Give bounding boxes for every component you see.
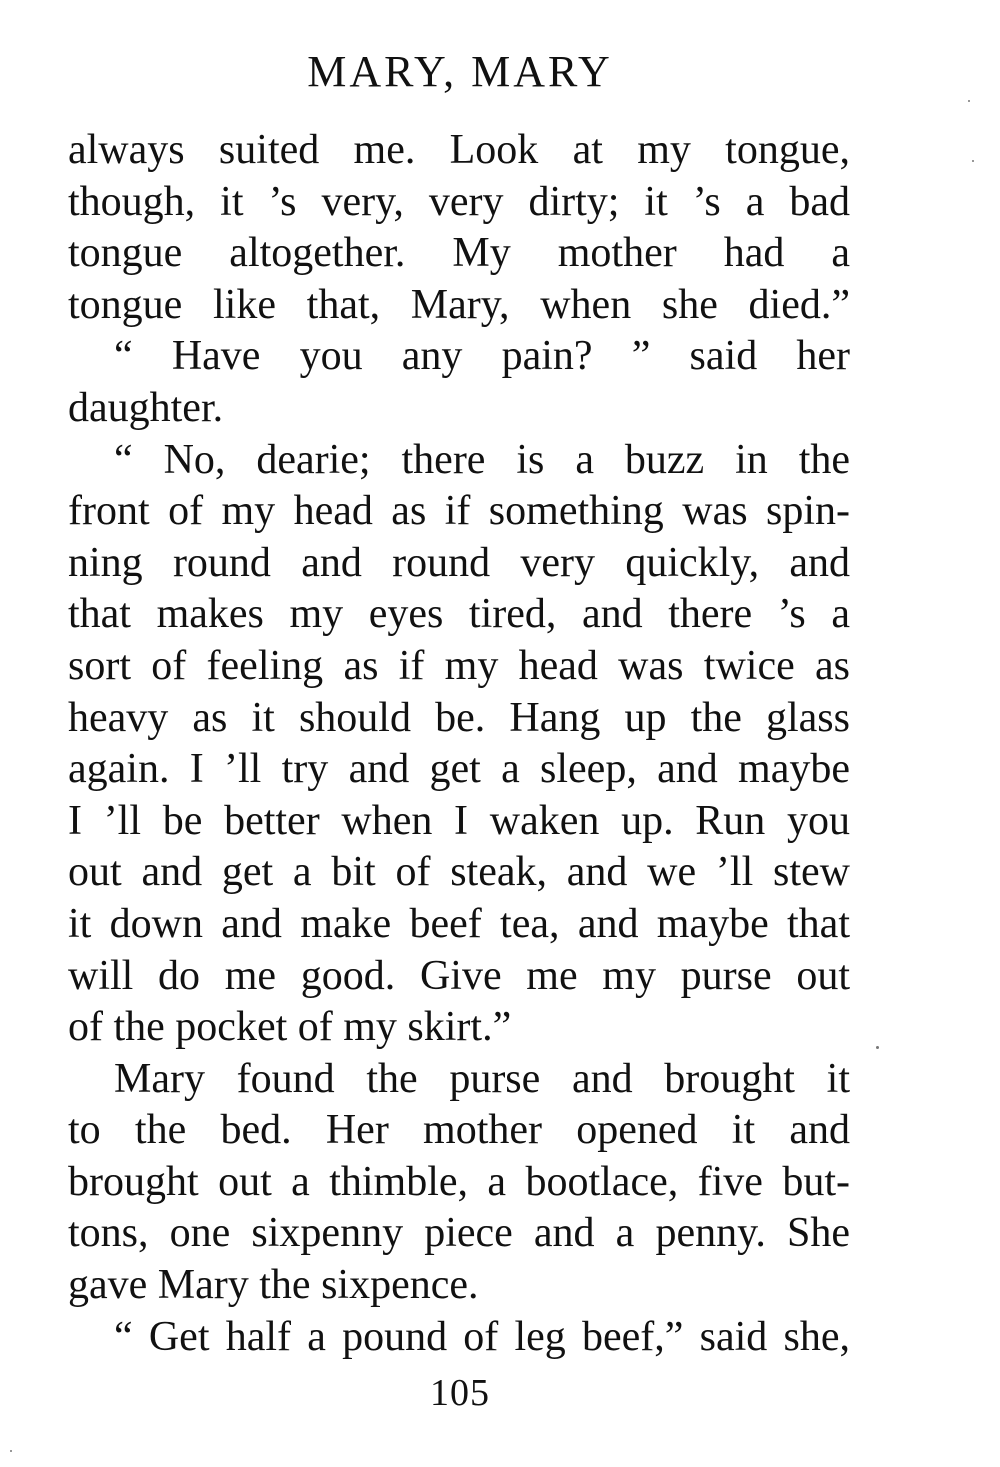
text-line: tongue altogether. My mother had a (68, 230, 850, 277)
running-head: MARY, MARY (307, 47, 613, 96)
text-line: that makes my eyes tired, and there ’s a (68, 591, 850, 638)
text-line: heavy as it should be. Hang up the glass (68, 694, 850, 741)
text-line: tons, one sixpenny piece and a penny. She (68, 1210, 850, 1257)
text-line: though, it ’s very, very dirty; it ’s a bad (68, 178, 850, 225)
text-line: “ Have you any pain? ” said her (114, 333, 850, 380)
scan-speck (968, 100, 970, 102)
scan-speck (10, 1450, 12, 1452)
page-number: 105 (430, 1372, 490, 1414)
text-line: out and get a bit of steak, and we ’ll stew (68, 849, 850, 896)
text-line: ning round and round very quickly, and (68, 539, 850, 586)
text-line: to the bed. Her mother opened it and (68, 1107, 850, 1154)
text-line: it down and make beef tea, and maybe that (68, 900, 850, 947)
text-line: sort of feeling as if my head was twice as (68, 642, 850, 689)
text-line: gave Mary the sixpence. (68, 1262, 479, 1309)
text-line: always suited me. Look at my tongue, (68, 127, 850, 173)
text-line: brought out a thimble, a bootlace, five but- (68, 1158, 850, 1205)
text-line: tongue like that, Mary, when she died.” (68, 281, 850, 328)
text-line: Mary found the purse and brought it (114, 1055, 850, 1102)
text-line: I ’ll be better when I waken up. Run you (68, 797, 850, 844)
text-line: of the pocket of my skirt.” (68, 1004, 512, 1051)
text-line: “ Get half a pound of leg beef,” said she, (114, 1313, 850, 1360)
text-line: “ No, dearie; there is a buzz in the (114, 436, 850, 483)
text-line: front of my head as if something was spin- (68, 488, 850, 535)
scan-speck (876, 1046, 879, 1049)
text-line: daughter. (68, 384, 224, 431)
text-line: again. I ’ll try and get a sleep, and maybe (68, 746, 850, 793)
scan-speck (972, 160, 974, 162)
text-line: will do me good. Give me my purse out (68, 952, 850, 999)
body-text (68, 125, 850, 1363)
